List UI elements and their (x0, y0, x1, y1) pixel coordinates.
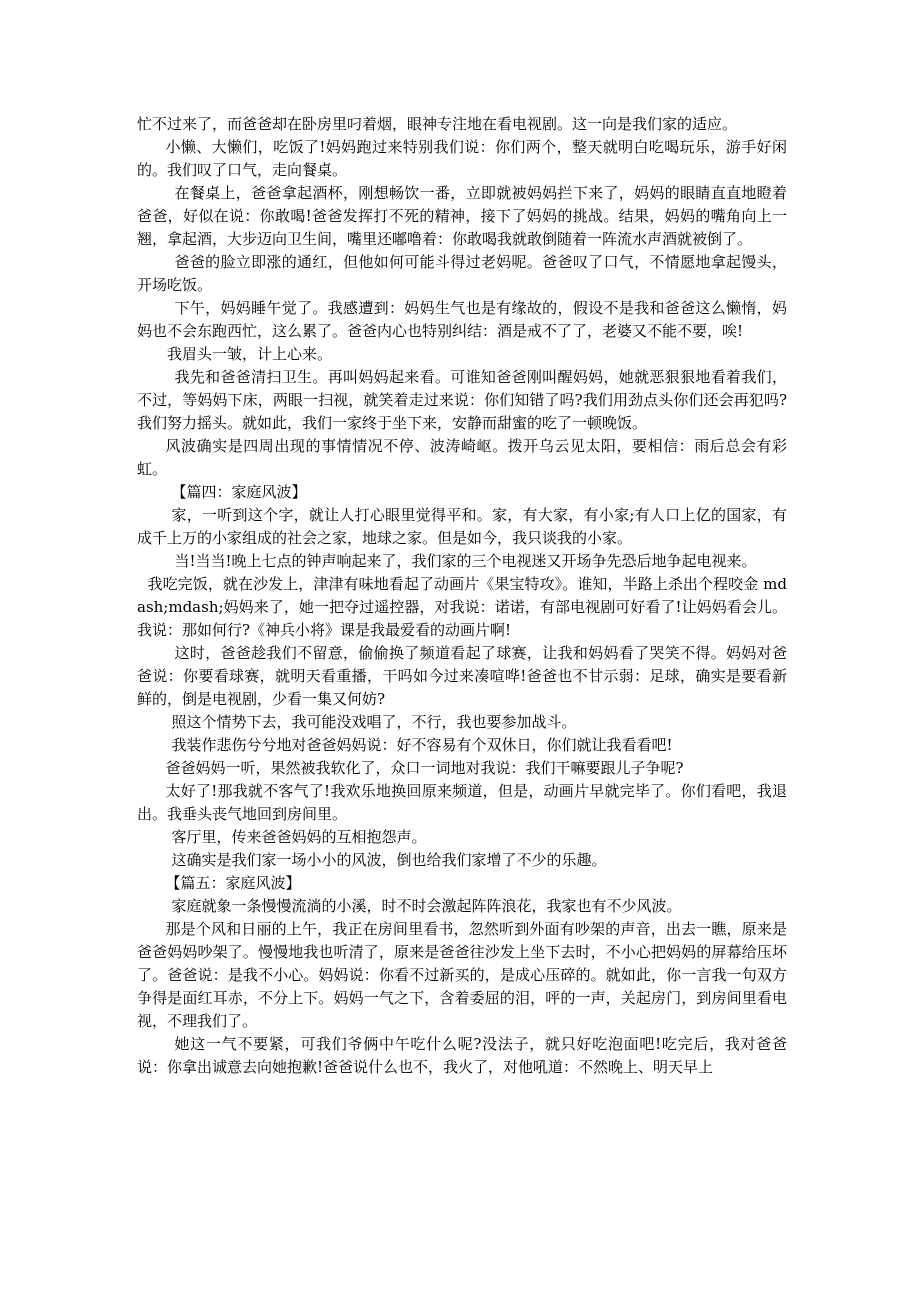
paragraph: 太好了!那我就不客气了!我欢乐地换回原来频道，但是，动画片早就完毕了。你们看吧，我退出。我垂头丧气地回到房间里。 (137, 782, 787, 823)
paragraph: 那是个风和日丽的上午，我正在房间里看书，忽然听到外面有吵架的声音，出去一瞧，原来是爸爸妈妈吵架了。慢慢地我也听清了，原来是爸爸往沙发上坐下去时，不小心把妈妈的屏幕给压坏了。爸爸说：是我不小心。妈妈说：你看不过新买的，是成心压碎的。就如此，你一言我一句双方争得是面红耳赤，不分上下。妈妈一气之下，含着委屈的泪，呯的一声，关起房门，到房间里看电视，不理我们了。 (137, 920, 787, 1030)
paragraph: 客厅里，传来爸爸妈妈的互相抱怨声。 (171, 828, 427, 846)
section-heading: 【篇五：家庭风波】 (165, 874, 301, 892)
paragraph: 照这个情势下去，我可能没戏唱了，不行，我也要参加战斗。 (171, 713, 577, 731)
paragraph: 忙不过来了，而爸爸却在卧房里叼着烟，眼神专注地在看电视剧。这一向是我们家的适应。 (137, 115, 738, 133)
paragraph: 我吃完饭，就在沙发上，津津有味地看起了动画片《果宝特攻》。谁知，半路上杀出个程咬金 mdash;mdash;妈妈来了，她一把夺过遥控器，对我说：诺诺，有部电视剧可好看了!让妈妈看会儿。我说：那如何行?《神兵小将》课是我最爱看的动画片啊! (137, 575, 787, 639)
paragraph: 当!当当!晚上七点的钟声响起来了，我们家的三个电视迷又开场争先恐后地争起电视来。 (174, 552, 757, 570)
paragraph: 在餐桌上，爸爸拿起酒杯，刚想畅饮一番，立即就被妈妈拦下来了，妈妈的眼睛直直地瞪着爸爸，好似在说：你敢喝!爸爸发挥打不死的精神，接下了妈妈的挑战。结果，妈妈的嘴角向上一翘，拿起酒，大步迈向卫生间，嘴里还嘟噜着：你敢喝我就敢倒随着一阵流水声酒就被倒了。 (137, 184, 787, 248)
document-page (137, 113, 787, 1079)
paragraph: 她这一气不要紧，可我们爷俩中午吃什么呢?没法子，就只好吃泡面吧!吃完后，我对爸爸说：你拿出诚意去向她抱歉!爸爸说什么也不，我火了，对他吼道：不然晚上、明天早上 (137, 1035, 787, 1076)
paragraph: 我装作悲伤兮兮地对爸爸妈妈说：好不容易有个双休日，你们就让我看看吧! (171, 736, 673, 754)
paragraph: 小懒、大懒们，吃饭了!妈妈跑过来特别我们说：你们两个，整天就明白吃喝玩乐，游手好闲的。我们叹了口气，走向餐桌。 (137, 138, 787, 179)
paragraph: 这时，爸爸趁我们不留意，偷偷换了频道看起了球赛，让我和妈妈看了哭笑不得。妈妈对爸爸说：你要看球赛，就明天看重播，干吗如今过来凑喧哗!爸爸也不甘示弱：足球，确实是要看新鲜的，倒是电视剧，少看一集又何妨? (137, 644, 787, 708)
paragraph: 这确实是我们家一场小小的风波，倒也给我们家增了不少的乐趣。 (171, 851, 607, 869)
paragraph: 家，一听到这个字，就让人打心眼里觉得平和。家，有大家，有小家;有人口上亿的国家，有成千上万的小家组成的社会之家，地球之家。但是如今，我只谈我的小家。 (137, 506, 787, 547)
paragraph: 我先和爸爸清扫卫生。再叫妈妈起来看。可谁知爸爸刚叫醒妈妈，她就恶狠狠地看着我们，不过，等妈妈下床，两眼一扫视，就笑着走过来说：你们知错了吗?我们用劲点头你们还会再犯吗?我们努力摇头。就如此，我们一家终于坐下来，安静而甜蜜的吃了一顿晚饭。 (137, 368, 787, 432)
paragraph: 家庭就象一条慢慢流淌的小溪，时不时会激起阵阵浪花，我家也有不少风波。 (171, 897, 682, 915)
paragraph: 我眉头一皱，计上心来。 (167, 345, 333, 363)
paragraph: 下午，妈妈睡午觉了。我感遭到：妈妈生气也是有缘故的，假设不是我和爸爸这么懒惰，妈妈也不会东跑西忙，这么累了。爸爸内心也特别纠结：酒是戒不了了，老婆又不能不要，唉! (137, 299, 787, 340)
paragraph: 爸爸的脸立即涨的通红，但他如何可能斗得过老妈呢。爸爸叹了口气，不情愿地拿起馒头，开场吃饭。 (137, 253, 787, 294)
paragraph: 爸爸妈妈一听，果然被我软化了，众口一词地对我说：我们干嘛要跟儿子争呢? (165, 759, 684, 777)
section-heading: 【篇四：家庭风波】 (171, 483, 307, 501)
paragraph: 风波确实是四周出现的事情情况不停、波涛崎岖。拨开乌云见太阳，要相信：雨后总会有彩虹。 (137, 437, 787, 478)
